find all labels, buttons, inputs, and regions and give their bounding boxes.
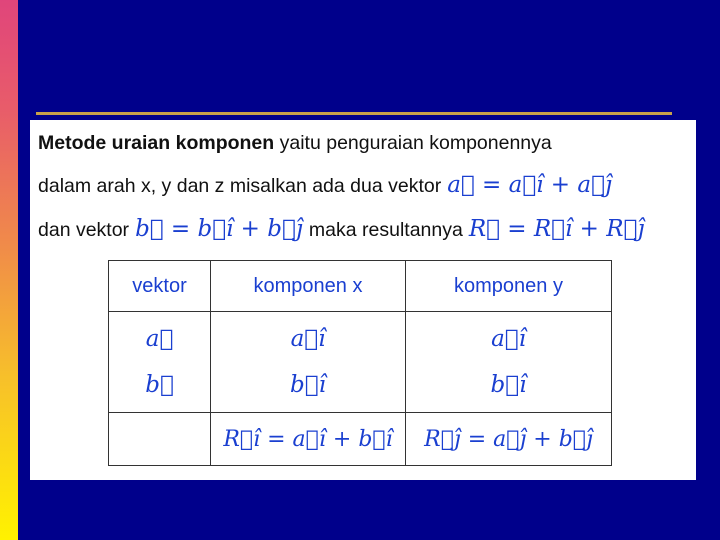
paragraph-line-2 (38, 172, 612, 198)
header-vektor: vektor (109, 261, 211, 312)
slide-content-panel (30, 120, 696, 480)
empty-cell (109, 413, 211, 466)
line3-text-1: dan vektor (38, 219, 130, 241)
b-x-component: b⃗î (290, 372, 326, 398)
component-table (108, 260, 612, 466)
paragraph-line-1 (38, 132, 552, 155)
term-bold: Metode uraian komponen (38, 132, 275, 154)
b-y-component: b⃗î (490, 372, 527, 398)
header-komponen-x: komponen x (211, 261, 406, 312)
table-row (109, 312, 612, 413)
vector-b: b⃗ (145, 372, 174, 398)
x-component-cell (211, 312, 406, 413)
vector-a: a⃗ (145, 326, 174, 352)
header-komponen-y: komponen y (406, 261, 612, 312)
gradient-side-bar (0, 0, 18, 540)
a-x-component: a⃗î (290, 326, 326, 352)
y-component-cell (406, 312, 612, 413)
vector-b-equation: b⃗ = b⃗î + b⃗ĵ (135, 216, 303, 242)
a-y-component: a⃗î (491, 326, 526, 352)
table-header-row (109, 261, 612, 312)
line2-text: dalam arah x, y dan z misalkan ada dua vektor (38, 175, 442, 197)
line1-text: yaitu penguraian komponennya (274, 132, 552, 154)
resultant-x-cell: R⃗î = a⃗î + b⃗î (211, 413, 406, 466)
resultant-y-cell: R⃗ĵ = a⃗ĵ + b⃗ĵ (406, 413, 612, 466)
resultant-equation: R⃗ = R⃗î + R⃗ĵ (468, 216, 645, 242)
table-row (109, 413, 612, 466)
vector-a-equation: a⃗ = a⃗î + a⃗ĵ (447, 172, 613, 198)
vector-cell (109, 312, 211, 413)
title-divider (36, 112, 672, 115)
paragraph-line-3 (38, 216, 644, 242)
line3-text-2: maka resultannya (308, 219, 463, 241)
